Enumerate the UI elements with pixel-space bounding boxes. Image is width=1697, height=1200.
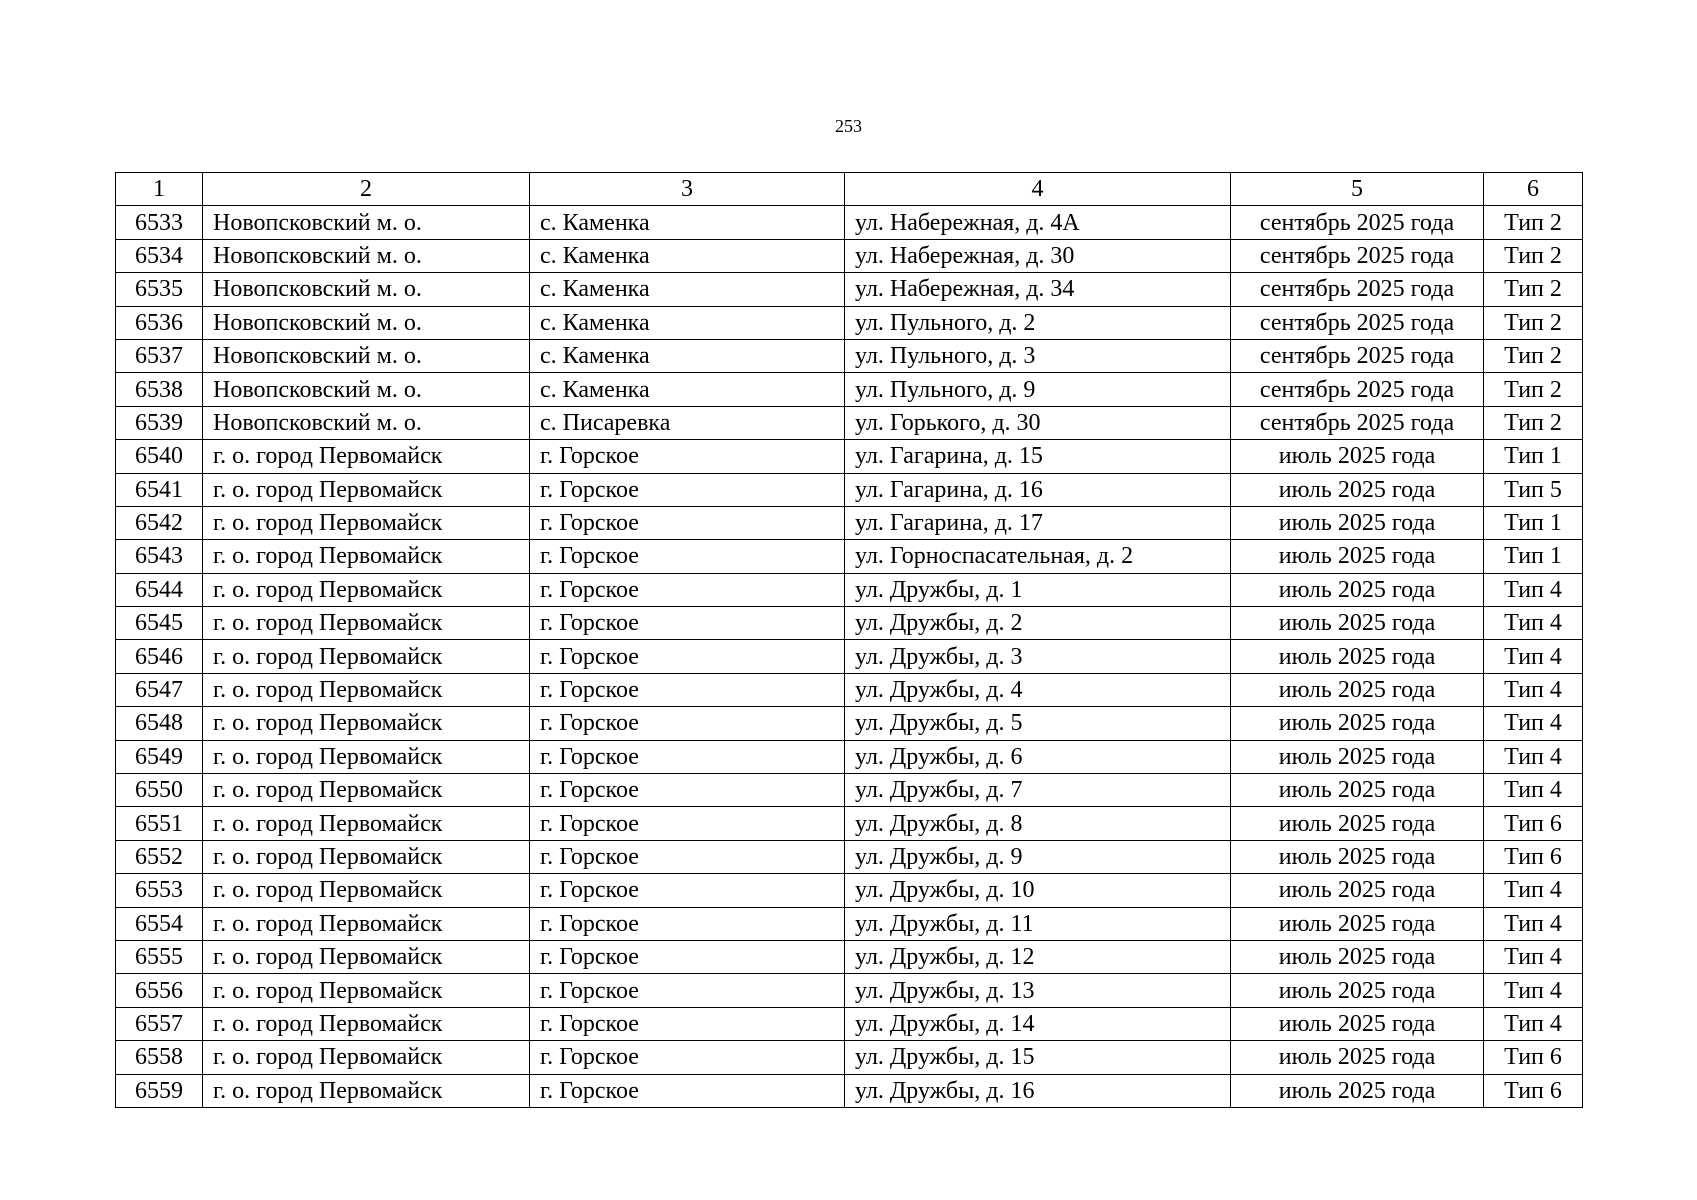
- address-cell: ул. Дружбы, д. 15: [845, 1041, 1231, 1074]
- column-header-5: 5: [1231, 173, 1484, 206]
- row-number-cell: 6546: [116, 640, 203, 673]
- address-cell: ул. Горноспасательная, д. 2: [845, 540, 1231, 573]
- district-cell: г. о. город Первомайск: [203, 607, 530, 640]
- table-row: [116, 607, 1583, 640]
- table-row: [116, 273, 1583, 306]
- settlement-cell: г. Горское: [530, 807, 845, 840]
- settlement-cell: г. Горское: [530, 607, 845, 640]
- date-cell: июль 2025 года: [1231, 540, 1484, 573]
- type-cell: Тип 4: [1484, 1007, 1583, 1040]
- address-cell: ул. Дружбы, д. 13: [845, 974, 1231, 1007]
- settlement-cell: г. Горское: [530, 506, 845, 539]
- table-row: [116, 206, 1583, 239]
- row-number-cell: 6543: [116, 540, 203, 573]
- row-number-cell: 6553: [116, 874, 203, 907]
- type-cell: Тип 2: [1484, 239, 1583, 272]
- row-number-cell: 6533: [116, 206, 203, 239]
- column-header-6: 6: [1484, 173, 1583, 206]
- type-cell: Тип 6: [1484, 1074, 1583, 1107]
- address-cell: ул. Дружбы, д. 8: [845, 807, 1231, 840]
- date-cell: июль 2025 года: [1231, 506, 1484, 539]
- row-number-cell: 6555: [116, 940, 203, 973]
- table-row: [116, 306, 1583, 339]
- page-number: 253: [835, 116, 862, 136]
- date-cell: июль 2025 года: [1231, 573, 1484, 606]
- row-number-cell: 6552: [116, 840, 203, 873]
- table-row: [116, 673, 1583, 706]
- settlement-cell: г. Горское: [530, 974, 845, 1007]
- district-cell: г. о. город Первомайск: [203, 707, 530, 740]
- address-cell: ул. Пульного, д. 9: [845, 373, 1231, 406]
- type-cell: Тип 2: [1484, 273, 1583, 306]
- date-cell: июль 2025 года: [1231, 740, 1484, 773]
- district-cell: г. о. город Первомайск: [203, 573, 530, 606]
- date-cell: июль 2025 года: [1231, 440, 1484, 473]
- type-cell: Тип 4: [1484, 907, 1583, 940]
- type-cell: Тип 2: [1484, 206, 1583, 239]
- district-cell: г. о. город Первомайск: [203, 1041, 530, 1074]
- date-cell: июль 2025 года: [1231, 1074, 1484, 1107]
- address-cell: ул. Набережная, д. 30: [845, 239, 1231, 272]
- address-cell: ул. Дружбы, д. 9: [845, 840, 1231, 873]
- district-cell: г. о. город Первомайск: [203, 506, 530, 539]
- address-cell: ул. Дружбы, д. 1: [845, 573, 1231, 606]
- table-row: [116, 373, 1583, 406]
- table-row: [116, 707, 1583, 740]
- row-number-cell: 6539: [116, 406, 203, 439]
- table-row: [116, 774, 1583, 807]
- date-cell: июль 2025 года: [1231, 640, 1484, 673]
- column-header-3: 3: [530, 173, 845, 206]
- table-row: [116, 239, 1583, 272]
- row-number-cell: 6558: [116, 1041, 203, 1074]
- column-header-2: 2: [203, 173, 530, 206]
- table-row: [116, 506, 1583, 539]
- type-cell: Тип 4: [1484, 673, 1583, 706]
- table-row: [116, 1041, 1583, 1074]
- district-cell: Новопсковский м. о.: [203, 406, 530, 439]
- column-header-4: 4: [845, 173, 1231, 206]
- address-cell: ул. Дружбы, д. 7: [845, 774, 1231, 807]
- date-cell: сентябрь 2025 года: [1231, 239, 1484, 272]
- row-number-cell: 6551: [116, 807, 203, 840]
- type-cell: Тип 4: [1484, 740, 1583, 773]
- district-cell: г. о. город Первомайск: [203, 840, 530, 873]
- date-cell: июль 2025 года: [1231, 1007, 1484, 1040]
- district-cell: г. о. город Первомайск: [203, 640, 530, 673]
- table-row: [116, 907, 1583, 940]
- column-header-1: 1: [116, 173, 203, 206]
- date-cell: июль 2025 года: [1231, 774, 1484, 807]
- date-cell: сентябрь 2025 года: [1231, 373, 1484, 406]
- type-cell: Тип 4: [1484, 874, 1583, 907]
- row-number-cell: 6540: [116, 440, 203, 473]
- header-row: [116, 173, 1583, 206]
- district-cell: Новопсковский м. о.: [203, 206, 530, 239]
- district-cell: г. о. город Первомайск: [203, 940, 530, 973]
- date-cell: июль 2025 года: [1231, 707, 1484, 740]
- settlement-cell: г. Горское: [530, 673, 845, 706]
- table-row: [116, 473, 1583, 506]
- district-cell: г. о. город Первомайск: [203, 1074, 530, 1107]
- settlement-cell: г. Горское: [530, 774, 845, 807]
- address-cell: ул. Гагарина, д. 17: [845, 506, 1231, 539]
- type-cell: Тип 1: [1484, 540, 1583, 573]
- address-cell: ул. Дружбы, д. 14: [845, 1007, 1231, 1040]
- row-number-cell: 6554: [116, 907, 203, 940]
- type-cell: Тип 2: [1484, 406, 1583, 439]
- district-cell: г. о. город Первомайск: [203, 1007, 530, 1040]
- type-cell: Тип 6: [1484, 840, 1583, 873]
- table-row: [116, 1074, 1583, 1107]
- address-cell: ул. Гагарина, д. 15: [845, 440, 1231, 473]
- table-row: [116, 640, 1583, 673]
- settlement-cell: г. Горское: [530, 640, 845, 673]
- settlement-cell: г. Горское: [530, 473, 845, 506]
- date-cell: сентябрь 2025 года: [1231, 306, 1484, 339]
- settlement-cell: г. Горское: [530, 940, 845, 973]
- address-cell: ул. Дружбы, д. 11: [845, 907, 1231, 940]
- address-cell: ул. Дружбы, д. 3: [845, 640, 1231, 673]
- settlement-cell: с. Каменка: [530, 339, 845, 372]
- district-cell: г. о. город Первомайск: [203, 673, 530, 706]
- settlement-cell: с. Каменка: [530, 206, 845, 239]
- type-cell: Тип 4: [1484, 774, 1583, 807]
- district-cell: г. о. город Первомайск: [203, 774, 530, 807]
- address-cell: ул. Дружбы, д. 5: [845, 707, 1231, 740]
- type-cell: Тип 6: [1484, 1041, 1583, 1074]
- settlement-cell: г. Горское: [530, 907, 845, 940]
- address-cell: ул. Пульного, д. 3: [845, 339, 1231, 372]
- settlement-cell: г. Горское: [530, 1041, 845, 1074]
- district-cell: г. о. город Первомайск: [203, 540, 530, 573]
- type-cell: Тип 5: [1484, 473, 1583, 506]
- address-cell: ул. Набережная, д. 34: [845, 273, 1231, 306]
- address-cell: ул. Горького, д. 30: [845, 406, 1231, 439]
- table-row: [116, 940, 1583, 973]
- date-cell: июль 2025 года: [1231, 974, 1484, 1007]
- date-cell: сентябрь 2025 года: [1231, 206, 1484, 239]
- table-row: [116, 440, 1583, 473]
- row-number-cell: 6549: [116, 740, 203, 773]
- row-number-cell: 6535: [116, 273, 203, 306]
- settlement-cell: с. Каменка: [530, 239, 845, 272]
- table-header: [116, 173, 1583, 206]
- row-number-cell: 6557: [116, 1007, 203, 1040]
- type-cell: Тип 6: [1484, 807, 1583, 840]
- type-cell: Тип 4: [1484, 940, 1583, 973]
- row-number-cell: 6534: [116, 239, 203, 272]
- table-row: [116, 840, 1583, 873]
- address-cell: ул. Дружбы, д. 4: [845, 673, 1231, 706]
- table-row: [116, 874, 1583, 907]
- type-cell: Тип 2: [1484, 373, 1583, 406]
- district-cell: г. о. город Первомайск: [203, 874, 530, 907]
- district-cell: г. о. город Первомайск: [203, 907, 530, 940]
- district-cell: Новопсковский м. о.: [203, 339, 530, 372]
- row-number-cell: 6545: [116, 607, 203, 640]
- address-cell: ул. Дружбы, д. 10: [845, 874, 1231, 907]
- type-cell: Тип 4: [1484, 707, 1583, 740]
- date-cell: сентябрь 2025 года: [1231, 273, 1484, 306]
- settlement-cell: г. Горское: [530, 707, 845, 740]
- district-cell: Новопсковский м. о.: [203, 273, 530, 306]
- row-number-cell: 6548: [116, 707, 203, 740]
- date-cell: июль 2025 года: [1231, 673, 1484, 706]
- date-cell: июль 2025 года: [1231, 907, 1484, 940]
- date-cell: июль 2025 года: [1231, 807, 1484, 840]
- table-row: [116, 406, 1583, 439]
- district-cell: г. о. город Первомайск: [203, 740, 530, 773]
- address-cell: ул. Дружбы, д. 12: [845, 940, 1231, 973]
- settlement-cell: г. Горское: [530, 1007, 845, 1040]
- date-cell: сентябрь 2025 года: [1231, 339, 1484, 372]
- row-number-cell: 6537: [116, 339, 203, 372]
- settlement-cell: г. Горское: [530, 540, 845, 573]
- address-cell: ул. Дружбы, д. 16: [845, 1074, 1231, 1107]
- table-row: [116, 573, 1583, 606]
- address-cell: ул. Пульного, д. 2: [845, 306, 1231, 339]
- address-cell: ул. Гагарина, д. 16: [845, 473, 1231, 506]
- type-cell: Тип 2: [1484, 306, 1583, 339]
- row-number-cell: 6556: [116, 974, 203, 1007]
- date-cell: июль 2025 года: [1231, 874, 1484, 907]
- table-row: [116, 540, 1583, 573]
- date-cell: июль 2025 года: [1231, 940, 1484, 973]
- row-number-cell: 6559: [116, 1074, 203, 1107]
- type-cell: Тип 2: [1484, 339, 1583, 372]
- district-cell: г. о. город Первомайск: [203, 473, 530, 506]
- district-cell: Новопсковский м. о.: [203, 306, 530, 339]
- address-cell: ул. Дружбы, д. 2: [845, 607, 1231, 640]
- row-number-cell: 6536: [116, 306, 203, 339]
- type-cell: Тип 4: [1484, 640, 1583, 673]
- table-row: [116, 740, 1583, 773]
- settlement-cell: г. Горское: [530, 440, 845, 473]
- register-table: [115, 172, 1583, 1108]
- row-number-cell: 6541: [116, 473, 203, 506]
- district-cell: г. о. город Первомайск: [203, 974, 530, 1007]
- settlement-cell: г. Горское: [530, 740, 845, 773]
- address-cell: ул. Набережная, д. 4А: [845, 206, 1231, 239]
- settlement-cell: г. Горское: [530, 1074, 845, 1107]
- settlement-cell: с. Каменка: [530, 306, 845, 339]
- address-cell: ул. Дружбы, д. 6: [845, 740, 1231, 773]
- district-cell: г. о. город Первомайск: [203, 440, 530, 473]
- settlement-cell: г. Горское: [530, 874, 845, 907]
- type-cell: Тип 4: [1484, 573, 1583, 606]
- type-cell: Тип 4: [1484, 607, 1583, 640]
- table-row: [116, 339, 1583, 372]
- date-cell: июль 2025 года: [1231, 473, 1484, 506]
- type-cell: Тип 1: [1484, 506, 1583, 539]
- date-cell: июль 2025 года: [1231, 607, 1484, 640]
- district-cell: Новопсковский м. о.: [203, 373, 530, 406]
- table-body: [116, 206, 1583, 1108]
- type-cell: Тип 1: [1484, 440, 1583, 473]
- settlement-cell: г. Горское: [530, 573, 845, 606]
- district-cell: Новопсковский м. о.: [203, 239, 530, 272]
- type-cell: Тип 4: [1484, 974, 1583, 1007]
- district-cell: г. о. город Первомайск: [203, 807, 530, 840]
- table-row: [116, 807, 1583, 840]
- table-row: [116, 974, 1583, 1007]
- row-number-cell: 6550: [116, 774, 203, 807]
- settlement-cell: г. Горское: [530, 840, 845, 873]
- row-number-cell: 6547: [116, 673, 203, 706]
- settlement-cell: с. Каменка: [530, 373, 845, 406]
- date-cell: июль 2025 года: [1231, 840, 1484, 873]
- row-number-cell: 6538: [116, 373, 203, 406]
- date-cell: июль 2025 года: [1231, 1041, 1484, 1074]
- row-number-cell: 6544: [116, 573, 203, 606]
- settlement-cell: с. Писаревка: [530, 406, 845, 439]
- settlement-cell: с. Каменка: [530, 273, 845, 306]
- date-cell: сентябрь 2025 года: [1231, 406, 1484, 439]
- row-number-cell: 6542: [116, 506, 203, 539]
- table-row: [116, 1007, 1583, 1040]
